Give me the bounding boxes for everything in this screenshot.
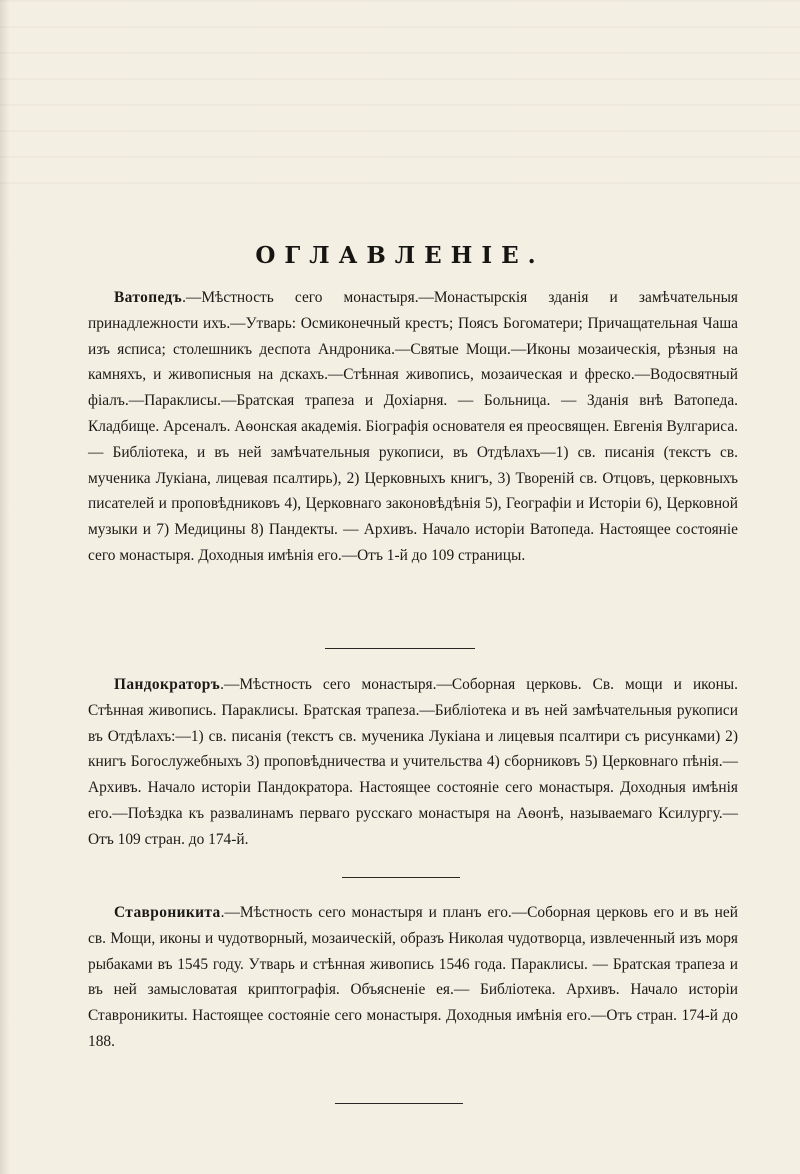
toc-entry-heading: Ватопедъ xyxy=(114,289,183,306)
page-title: ОГЛАВЛЕНІЕ. xyxy=(255,242,545,269)
toc-entry-paragraph xyxy=(88,900,738,1055)
section-divider xyxy=(342,877,460,878)
toc-entry-heading: Пандократоръ xyxy=(114,676,221,693)
section-divider xyxy=(325,648,475,649)
toc-entry-text: .—Мѣстность сего монастыря и планъ его.—Соборная церковь его и въ ней св. Мощи, иконы и чудотворный, мозаическій, образъ Николая чудотворца, извлеченный изъ моря рыбаками въ 1545 году. Утварь и стѣнная живопись 1546 года. Параклисы. — Братская трапеза и въ ней замысловатая криптографія. Объясненіе ея.— Библіотека. Архивъ. Начало исторіи Ставроникиты. Настоящее состояніе сего монастыря. Доходныя имѣнія его.—Отъ стран. 174-й до 188. xyxy=(88,904,738,1050)
toc-entry-paragraph xyxy=(88,672,738,853)
toc-entry-vatoped xyxy=(88,285,738,569)
section-divider xyxy=(335,1103,463,1104)
toc-entry-heading: Ставроникита xyxy=(114,904,221,921)
toc-entry-paragraph xyxy=(88,285,738,569)
toc-entry-text: .—Мѣстность сего монастыря.—Монастырскія зданія и замѣчательныя принадлежности ихъ.—Утварь: Осмиконечный крестъ; Поясъ Богоматери; Причащательная Чаша изъ ясписа; столешникъ деспота Андроника.—Святые Мощи.—Иконы мозаическія, рѣзныя на камняхъ, и живописныя на дскахъ.—Стѣнная живопись, мозаическая и фреско.—Водосвятный фіалъ.—Параклисы.—Братская трапеза и Дохіарня. — Больница. — Зданія внѣ Ватопеда. Кладбище. Арсеналъ. Аѳонская академія. Біографія основателя ея преосвящен. Евгенія Вулгариса. — Библіотека, и въ ней замѣчательныя рукописи, въ Отдѣлахъ—1) св. писанія (текстъ св. мученика Лукіана, лицевая псалтирь), 2) Церковныхъ книгъ, 3) Твореній св. Отцовъ, церковныхъ писателей и проповѣдниковъ 4), Церковнаго законовѣдѣнія 5), Географіи и Исторіи 6), Церковной музыки и 7) Медицины 8) Пандекты. — Архивъ. Начало исторіи Ватопеда. Настоящее состояніе сего монастыря. Доходныя имѣнія его.—Отъ 1-й до 109 страницы. xyxy=(88,289,738,564)
bleed-through-texture xyxy=(0,0,800,190)
page-edge-shadow xyxy=(0,0,10,1174)
toc-entry-pandokrator xyxy=(88,672,738,853)
toc-entry-stavronikita xyxy=(88,900,738,1055)
toc-entry-text: .—Мѣстность сего монастыря.—Соборная церковь. Св. мощи и иконы. Стѣнная живопись. Параклисы. Братская трапеза.—Библіотека и въ ней замѣчательныя рукописи въ Отдѣлахъ:—1) св. писанія (текстъ св. мученика Лукіана и лицевыя псалтири съ рисунками) 2) книгъ Богослужебныхъ 3) проповѣдничества и учительства 4) сборниковъ 5) Церковнаго пѣнія.—Архивъ. Начало исторіи Пандократора. Настоящее состояніе сего монастыря. Доходныя имѣнія его.—Поѣздка къ развалинамъ перваго русскаго монастыря на Аѳонѣ, называемаго Ксилургу.—Отъ 109 стран. до 174-й. xyxy=(88,676,738,848)
